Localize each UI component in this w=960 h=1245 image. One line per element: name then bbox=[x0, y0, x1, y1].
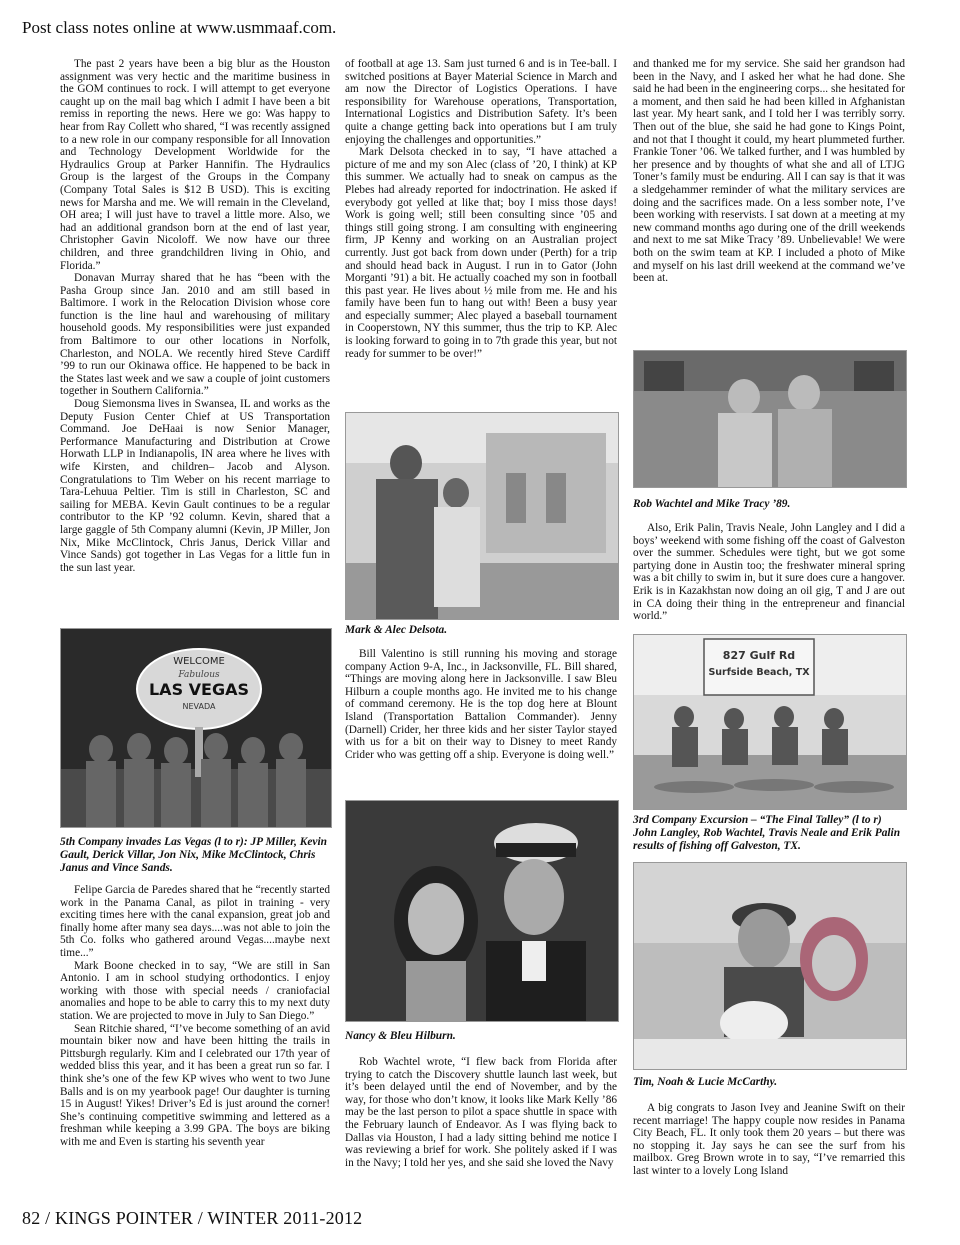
photo-wachtel-tracy bbox=[633, 350, 907, 488]
vegas-sign-bottom: NEVADA bbox=[182, 702, 216, 711]
caption-fishing: 3rd Company Excursion – “The Final Talley” (l to r) John Langley, Rob Wachtel, Travis Neale and Erik Palin results of fishing off Galveston, TX. bbox=[633, 814, 901, 852]
caption-wachtel-tracy: Rob Wachtel and Mike Tracy ’89. bbox=[633, 498, 791, 510]
column-2-bottom bbox=[345, 1056, 617, 1186]
page-footer: 82 / KINGS POINTER / WINTER 2011-2012 bbox=[22, 1208, 363, 1228]
vegas-sign-top: WELCOME bbox=[173, 656, 225, 667]
column-1-continued bbox=[60, 884, 330, 1184]
photo-fishing bbox=[633, 634, 907, 810]
caption-las-vegas: 5th Company invades Las Vegas (l to r): JP Miller, Kevin Gault, Derick Villar, Jon Nix, Mike McClintock, Chris Janus and Vince Sands. bbox=[60, 836, 327, 874]
column-2-middle bbox=[345, 648, 617, 790]
vegas-sign-mid: Fabulous bbox=[178, 670, 220, 680]
column-2 bbox=[345, 58, 617, 410]
column-3 bbox=[633, 58, 905, 340]
col1-paragraph-1: The past 2 years have been a big blur as the Houston assignment was very hectic and the maritime business in the GOM continues to rock. I will attempt to get everyone caught up on the mail bag which I admit I have been a bit remiss in reporting the news. Here we go: Was happy to hear from Ray Collett who shared, “I was recently assigned to a new role in our company responsible for all Innovation and Technology Development Worldwide for the Hydraulics Group at Parker Hannifin. The Hydraulics Group is the largest of the Groups in the Company (Company Total Sales is $12 B USD). This is exciting news for Marsha and me. We will remain in the Cleveland, OH area; I will just have to travel a little more. Also, we had an additional grandson born at the end of last year, Christopher Gavin Nicoloff. We now have our three children, and three grandchildren living in Ohio, and Florida.” bbox=[60, 58, 330, 272]
col1-paragraph-6: Sean Ritchie shared, “I’ve become something of an avid mountain biker now and have been hitting the trails in Pittsburgh regularly. Kim and I celebrated our 17th year of wedded bliss this year, and it has been a great run so far. I think she’s one of the few KP wives who went to two June Balls and is on my yearbook page! Our daughter is turning 15 in August! Yikes! Driver’s Ed is just around the corner! She’s continuing competitive swimming and lettered as a freshman while keeping a 3.99 GPA. The boys are biking with me and Even is starting his seventh year bbox=[60, 1022, 330, 1148]
photo-delsota bbox=[345, 412, 619, 620]
column-3-middle bbox=[633, 522, 905, 632]
caption-hilburn: Nancy & Bleu Hilburn. bbox=[345, 1030, 456, 1042]
page-header: Post class notes online at www.usmmaaf.com. bbox=[22, 18, 337, 37]
col3-paragraph-3: A big congrats to Jason Ivey and Jeanine Swift on their recent marriage! The happy couple now resides in Panama City Beach, FL. It only took them 20 years – but there was no stopping it. Jay says he can see the surf from his mailbox. Greg Brown wrote in to say, “I’ve remarried this last winter to a lovely Long Island bbox=[633, 1102, 905, 1177]
column-1 bbox=[60, 58, 330, 623]
gulf-sign-line-1: 827 Gulf Rd bbox=[722, 649, 796, 662]
col2-paragraph-4: Rob Wachtel wrote, “I flew back from Florida after trying to catch the Discovery shuttle launch last week, but it’s been delayed until the end of November, and by the way, for those who don’t know, it looks like Mark Kelly ’86 may be the last person to pilot a space shuttle in space with the February launch of Endeavor. As I was flying back to Dallas via Houston, I had a lady sitting behind me notice I was reviewing a brief for work. She politely asked if I was in the Navy; I told her yes, and she said she loved the Navy bbox=[345, 1056, 617, 1169]
vegas-sign-main: LAS VEGAS bbox=[148, 680, 250, 699]
col1-paragraph-5: Mark Boone checked in to say, “We are still in San Antonio. I am in school studying orthodontics. I enjoy working with those with special needs / craniofacial anomalies and hope to be able to carry this to my next duty station. We are projected to move in July to San Diego.” bbox=[60, 959, 330, 1022]
gulf-sign-line-2: Surfside Beach, TX bbox=[708, 667, 810, 678]
col1-paragraph-4: Felipe Garcia de Paredes shared that he “recently started work in the Panama Canal, as pilot in training - very exciting times here with the canal expansion, great job and finally home after many sea days....was not able to join the 5th Co. folks who gathered around Vegas....maybe next time...” bbox=[60, 884, 330, 959]
photo-hilburn bbox=[345, 800, 619, 1022]
col2-paragraph-3: Bill Valentino is still running his moving and storage company Action 9-A, Inc., in Jacksonville, FL. Bill shared, “Things are moving along here in Jacksonville. I saw Bleu Hilburn a couple months ago. He invited me to his change of command ceremony. He is the top dog here at Blount Island (Transportation Battalion Commander). Jenny (Darnell) Crider, her three kids and her sister Taylor stayed with us for a bit on their way to Disney to meet Randy Crider who was getting off a ship. Everyone is doing well.” bbox=[345, 648, 617, 761]
col2-paragraph-1: of football at age 13. Sam just turned 6 and is in Tee-ball. I switched positions at Bayer Material Science in March and am now the Director of Logistics Operations. I have responsibility for Warehouse operations, Transportation, International Logistics and Distribution Safety. It’s been quite a change getting back into operations but I am truly enjoying the challenges and opportunities.” bbox=[345, 58, 617, 146]
column-3-bottom bbox=[633, 1102, 905, 1184]
photo-mccarthy bbox=[633, 862, 907, 1070]
col1-paragraph-3: Doug Siemonsma lives in Swansea, IL and works as the Deputy Fusion Center Chief at US Transportation Command. Joe DeHaai is now Senior Manager, Performance Manufacturing and Distribution at Crowe Horwath LLP in Indianapolis, IN area where he lives with wife Kirsten, and children– Jacob and Alyson. Congratulations to Tim Weber on his recent marriage to Tara-Lehuua Peltier. Tim is still in Charleston, SC and sailing for MEBA. Kevin Gault continues to be a regular contributor to the KP ’92 column. Kevin, shared that a large gaggle of 5th Company alumni (Kevin, JP Miller, Jon Nix, Mike McClintock, Chris Janus, Derick Villar and Vince Sands) got together in Las Vegas for a little fun in the sun last year. bbox=[60, 398, 330, 574]
col2-paragraph-2: Mark Delsota checked in to say, “I have attached a picture of me and my son Alec (class of ’20, I think) at KP this summer. We actually had to sneak on campus as the Plebes had already reported for indoctrination. He asked if everybody got yelled at like that; boy I miss those days! Work is going well; still been consulting since ’05 and things still going strong. I am consulting with engineering firm, JP Kenny and working on an Australian project currently. Just got back from down under (Perth) for a trip and should head back in August. I run in to Gator (John Morganti ’91) a bit. He actually coached my son in football this past year. He lives about ½ mile from me. He and his family have been fun to hang out with! Been a busy year and especially summer; Alec played a baseball tournament in Cooperstown, NY this summer, thus the trip to KP. Alec is looking forward to going in to 7th grade this year, but not ready for summer to be over!” bbox=[345, 146, 617, 360]
col1-paragraph-2: Donavan Murray shared that he has “been with the Pasha Group since Jan. 2010 and am still based in Baltimore. I work in the Relocation Division whose core function is the line haul and warehousing of military household goods. My responsibilities were just expanded from Baltimore to our other locations in Norfolk, Charleston, and NOLA. We recently hired Steve Cardiff ’99 to run our Okinawa office. He happened to be back in the States last week and we saw a couple of joint customers together in Southern California.” bbox=[60, 272, 330, 398]
photo-las-vegas bbox=[60, 628, 332, 828]
caption-mccarthy: Tim, Noah & Lucie McCarthy. bbox=[633, 1076, 778, 1088]
caption-delsota: Mark & Alec Delsota. bbox=[345, 624, 448, 636]
col3-paragraph-1: and thanked me for my service. She said her grandson had been in the Navy, and I asked her what he had done. She said he had been in the engineering corps... she hesitated for a moment, and then said he had been killed in Afghanistan last year. My heart sank, and I told her I was terribly sorry. Then out of the blue, she said he had gone to Kings Point, and not that I thought it could, my heart plummeted further. Frankie Toner ’06. We talked further, and I was humbled by her presence and by thoughts of what she and all of LTJG Toner’s family must be enduring. All I can say is that it was a sledgehammer reminder of what the military services are doing and the sacrifices made. On a less somber note, I’ve been working with reservists. I sat down at a meeting at my new command months ago during one of the drill weekends and next to me sat Mike Tracy ’89. Unbelievable! We were both on the swim team at KP. I included a photo of Mike and myself on his last drill weekend at the command we’ve been at. bbox=[633, 58, 905, 285]
col3-paragraph-2: Also, Erik Palin, Travis Neale, John Langley and I did a boys’ weekend with some fishing off the coast of Galveston over the summer. Schedules were tight, but we got some partying done in Austin too; the freshwater mineral spring was a bit chilly to swim in, but it sure does cure a hangover. Erik is in Kazakhstan now doing an oil gig, T and J are out in CA doing their thing in the entrepreneur and financial world.” bbox=[633, 522, 905, 623]
